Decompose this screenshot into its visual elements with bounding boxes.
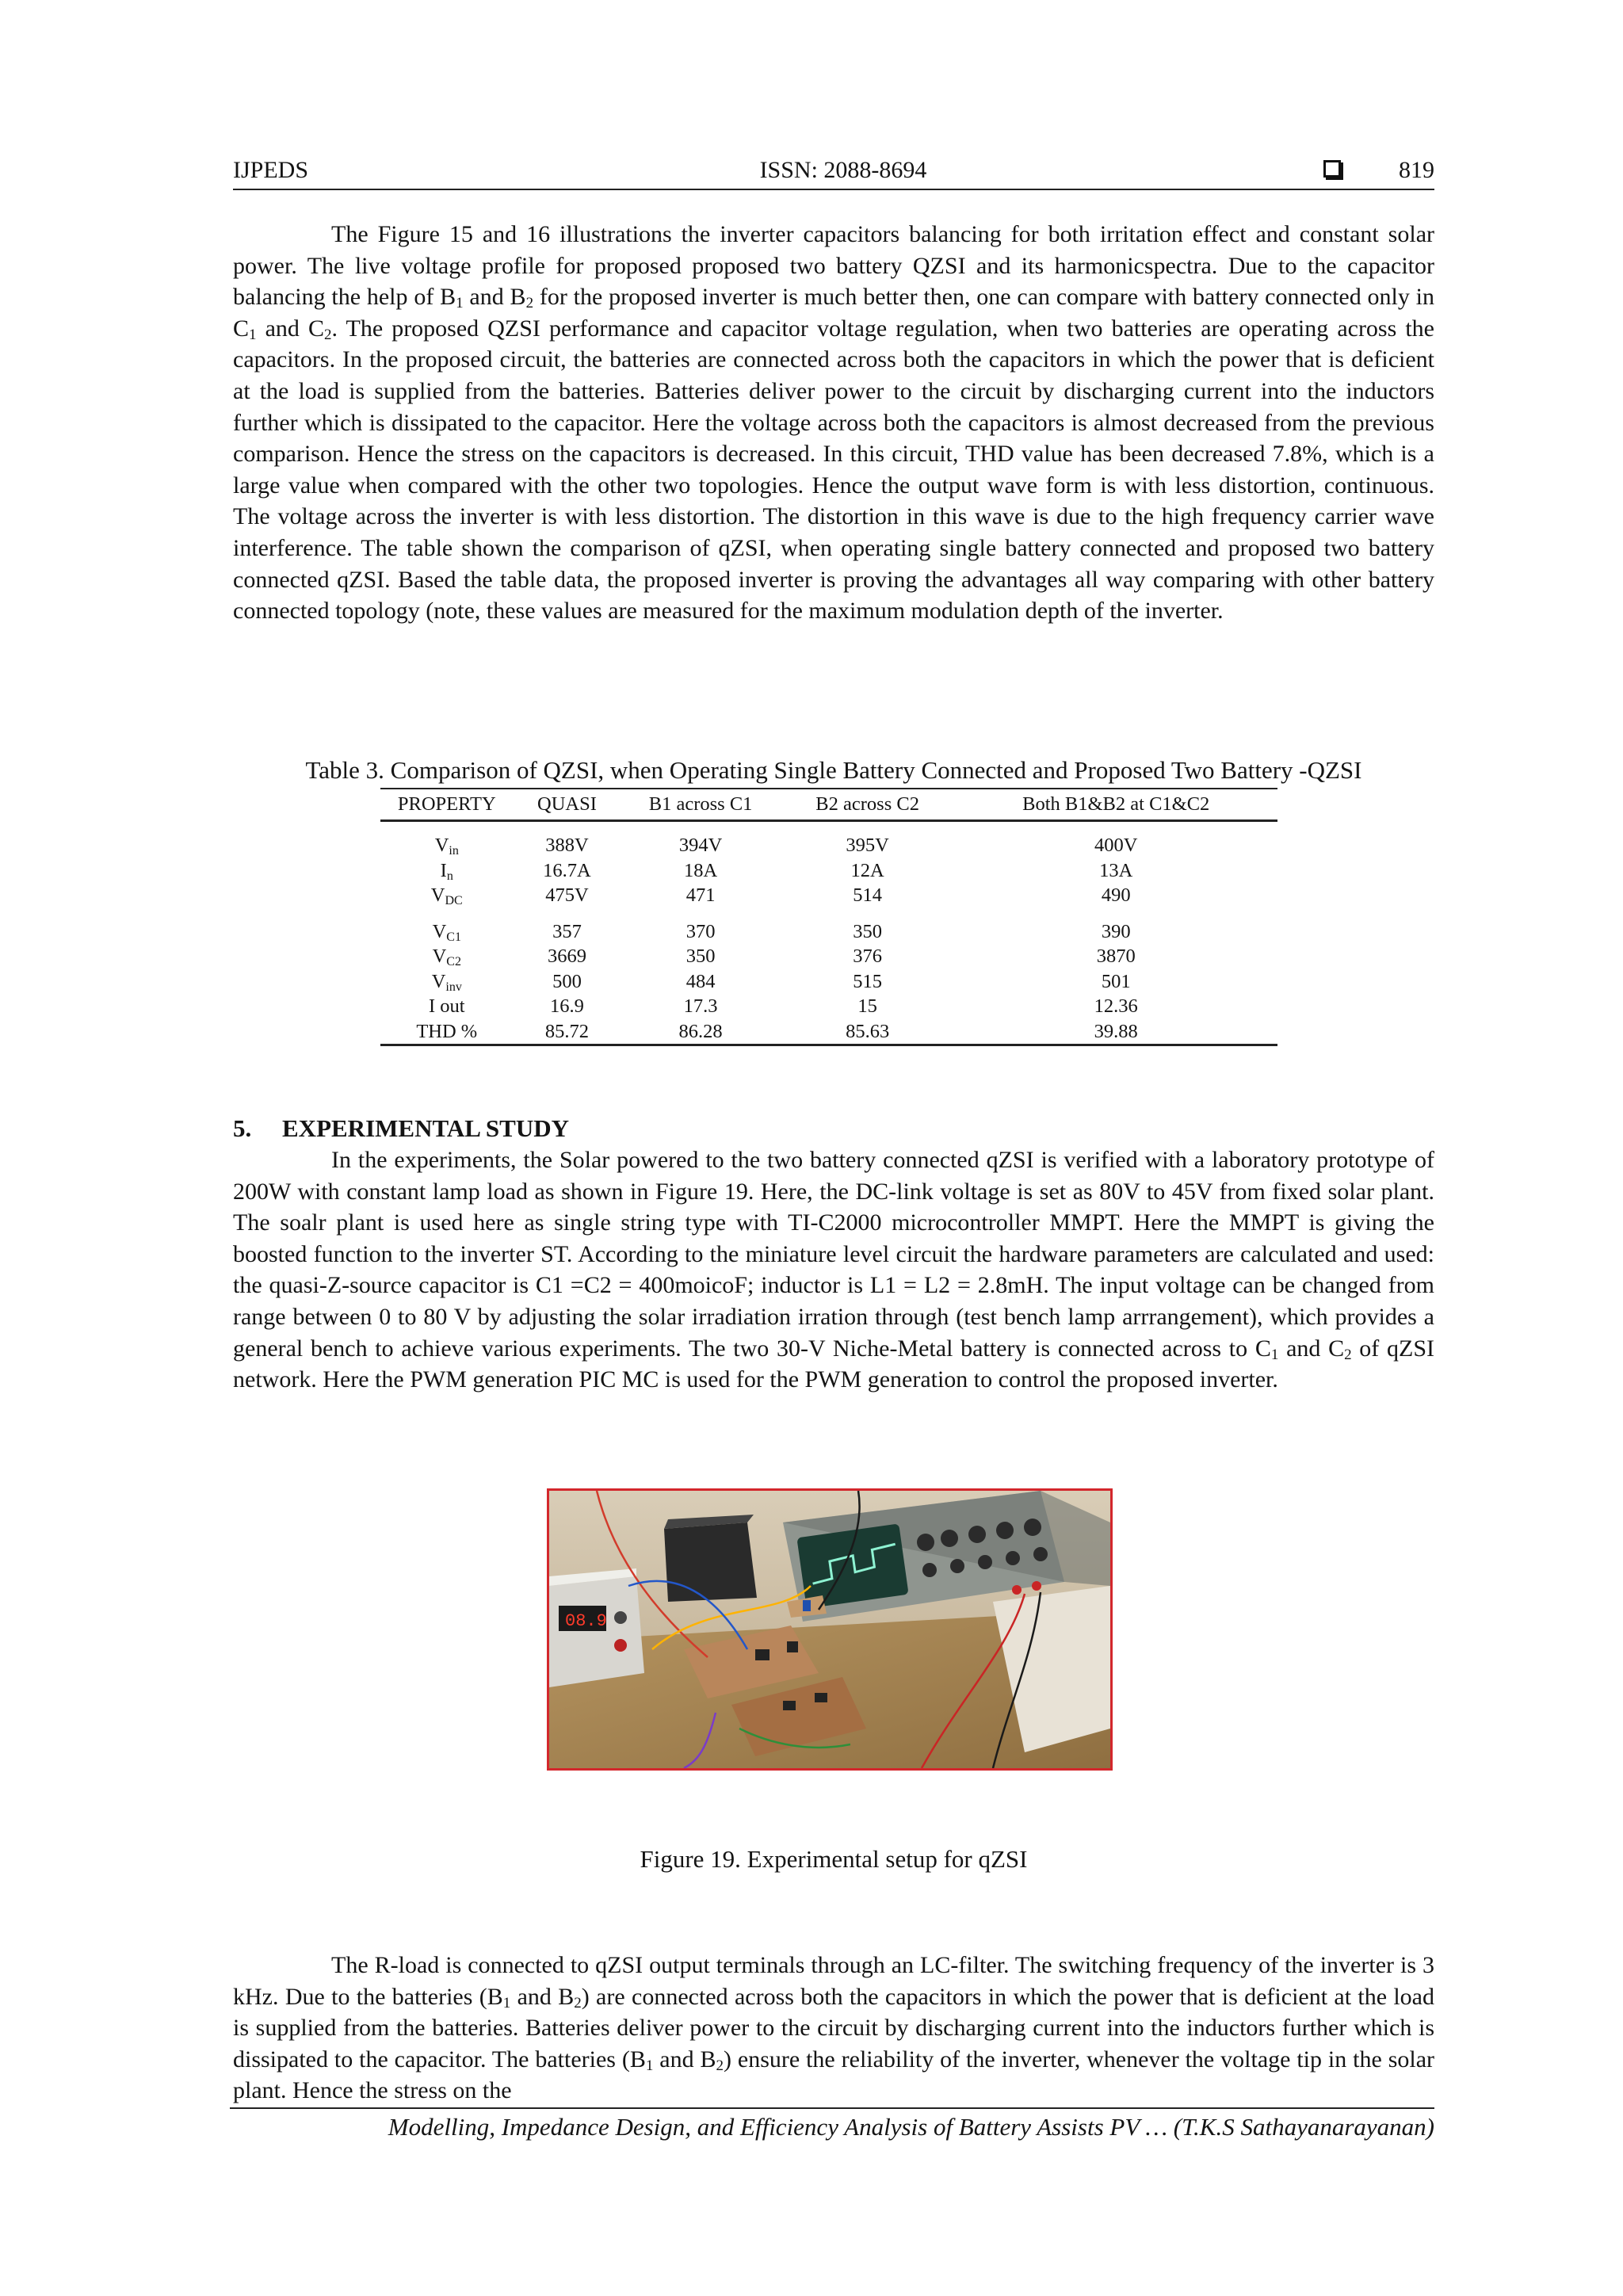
table-cell: 12A [850,859,884,881]
table-cell: 500 [552,970,582,992]
table-cell: 471 [685,884,716,906]
subscript: 1 [502,1994,511,2011]
running-footer: Modelling, Impedance Design, and Efficiency Analysis of Battery Assists PV … (T.K.S Sathayanarayanan) [388,2113,1434,2141]
table-header-row [380,789,1277,821]
column-header: B2 across C2 [781,789,955,821]
checkbox-square-icon [1323,160,1341,178]
table-row [380,833,1277,858]
text-run: and C [256,315,324,342]
comparison-table [380,788,1277,1046]
text-run: The Figure 15 and 16 illustrations the inverter capacitors balancing for both irritation effect and constant solar power. The live voltage profile for proposed proposed two battery QZSI and its harmonicspectra. Due to the capacitor balancing the help of B [233,221,1434,311]
issn: ISSN: 2088-8694 [759,157,927,183]
table-cell: 376 [853,946,883,967]
table-cell: 13A [1099,859,1133,881]
column-header: QUASI [514,789,621,821]
table-cell: 86.28 [621,1019,780,1045]
section-title: EXPERIMENTAL STUDY [282,1114,570,1142]
column-header: B1 across C1 [621,789,780,821]
table-cell: 350 [853,920,883,942]
table-row [380,1019,1277,1045]
table-cell: 18A [684,859,718,881]
table-cell: 39.88 [954,1019,1277,1045]
subscript: 1 [645,2057,654,2074]
table-cell: 514 [853,884,883,906]
table-cell: 484 [685,970,716,992]
row-label: THD % [380,1019,514,1045]
text-run: The R-load is connected to qZSI output terminals through an LC-filter. The switching frequency of the inverter is 3 kHz. Due to the batteries (B [233,1952,1434,2010]
table-cell: 400V [1094,835,1138,856]
table-cell: 390 [1101,920,1131,942]
table-cell: 357 [552,920,582,942]
experimental-setup-photo [547,1488,1113,1771]
subscript: 2 [1344,1346,1352,1363]
table-cell: 17.3 [683,995,718,1017]
text-run: and C [1278,1335,1345,1362]
table-row [380,858,1277,884]
table-cell: 475V [545,884,589,906]
table-cell: 490 [1101,884,1131,906]
table-cell: 395V [846,835,889,856]
subscript: 2 [574,1994,582,2011]
row-label: $V_{inv}$ [431,970,462,994]
table-caption: Table 3. Comparison of QZSI, when Operating Single Battery Connected and Proposed Two Battery -QZSI [305,756,1362,784]
column-header: PROPERTY [380,789,514,821]
table-cell: 12.36 [1094,995,1138,1017]
table-cell: 3870 [1096,946,1136,967]
table-cell: 394V [678,835,723,856]
subscript: 2 [323,326,332,343]
figure-caption: Figure 19. Experimental setup for qZSI [640,1845,1028,1873]
row-label: $I_n$ [440,859,453,883]
section-heading [233,1113,569,1144]
table-cell: 85.72 [514,1019,621,1045]
table-cell: 16.7A [543,859,591,881]
table-container [380,788,1277,1046]
table-row [380,944,1277,969]
row-label: I out [428,995,465,1017]
table-cell: 388V [545,835,589,856]
table-row [380,919,1277,945]
subscript: 1 [249,326,257,343]
body-paragraph-3 [233,1950,1434,2107]
subscript: 1 [1270,1346,1279,1363]
table-cell: 501 [1101,970,1131,992]
body-paragraph-1 [233,219,1434,627]
battery-box [664,1515,757,1602]
table-cell: 85.63 [781,1019,955,1045]
table-row [380,883,1277,908]
table-cell: 3669 [547,946,586,967]
table-row [380,994,1277,1019]
text-run: . The proposed QZSI performance and capacitor voltage regulation, when two batteries are operating across the capacitors. In the proposed circuit, the batteries are connected across both the capacitors in which the power that is deficient at the load is supplied from the batteries. Batteries deliver power to the circuit by discharging current into the inductors further which is dissipated to the capacitor. Here the voltage across both the capacitors is almost decreased from the previous comparison. Hence the stress on the capacitors is decreased. In this circuit, THD value has been decreased 7.8%, which is a large value when compared with the other two topologies. Hence the output wave form is with less distortion, continuous. The voltage across the inverter is with less distortion. The distortion in this wave is due to the high frequency carrier wave interference. The table shown the comparison of qZSI, when operating single battery connected and proposed two battery connected qZSI. Based the table data, the proposed inverter is proving the advantages all way comparing with other battery connected topology (note, these values are measured for the maximum modulation depth of the inverter. [233,315,1434,625]
text-run: In the experiments, the Solar powered to the two battery connected qZSI is verified with a laboratory prototype of 200W with constant lamp load as shown in Figure 19. Here, the DC-link voltage is set as 80V to 45V from fixed solar plant. The soalr plant is used here as single string type with TI-C2000 microcontroller MMPT. Here the MMPT is giving the boosted function to the inverter ST. According to the miniature level circuit the hardware parameters are calculated and used: the quasi-Z-source capacitor is C1 =C2 = 400moicoF; inductor is L1 = L2 = 2.8mH. The input voltage can be changed from range between 0 to 80 V by adjusting the solar irradiation irration through (test bench lamp arrrangement), which provides a general bench to achieve various experiments. The two 30-V Niche-Metal battery is connected across to C [233,1147,1434,1362]
text-run: and B [510,1983,575,2010]
subscript: 2 [525,295,534,312]
text-run: and B [653,2046,716,2073]
row-label: $V_{C2}$ [432,946,461,968]
text-run: for the proposed inverter is much better then, one can compare with battery connected only in C [233,284,1434,342]
row-label: $V_{C1}$ [432,920,461,944]
page-number: 819 [1399,157,1434,183]
running-header [233,155,1434,190]
subscript: 1 [456,295,464,312]
footer-divider [230,2107,1434,2109]
text-run: ) ensure the reliability of the inverter, whenever the voltage tip in the solar plant. Hence the stress on the [233,2046,1435,2104]
column-header: Both B1&B2 at C1&C2 [954,789,1277,821]
journal-name: IJPEDS [233,157,309,183]
text-run: of qZSI network. Here the PWM generation PIC MC is used for the PWM generation to control the proposed inverter. [233,1335,1434,1393]
body-paragraph-2 [233,1144,1434,1396]
table-cell: 16.9 [550,995,584,1017]
table-cell: 15 [857,995,877,1017]
text-run: ) are connected across both the capacitors in which the power that is deficient at the load is supplied from the batteries. Batteries deliver power to the circuit by discharging current into the inductors further which is dissipated to the capacitor. The batteries (B [233,1983,1435,2073]
subscript: 2 [716,2057,724,2074]
table-row [380,969,1277,995]
table-cell: 350 [685,946,716,967]
section-number: 5. [233,1114,252,1142]
display-readout: 08.9 [565,1611,607,1631]
row-label: $V_{in}$ [434,835,459,858]
table-cell: 515 [853,970,883,992]
table-cell: 370 [685,920,716,942]
row-label: $V_{DC}$ [430,884,463,907]
text-run: and B [463,284,526,311]
